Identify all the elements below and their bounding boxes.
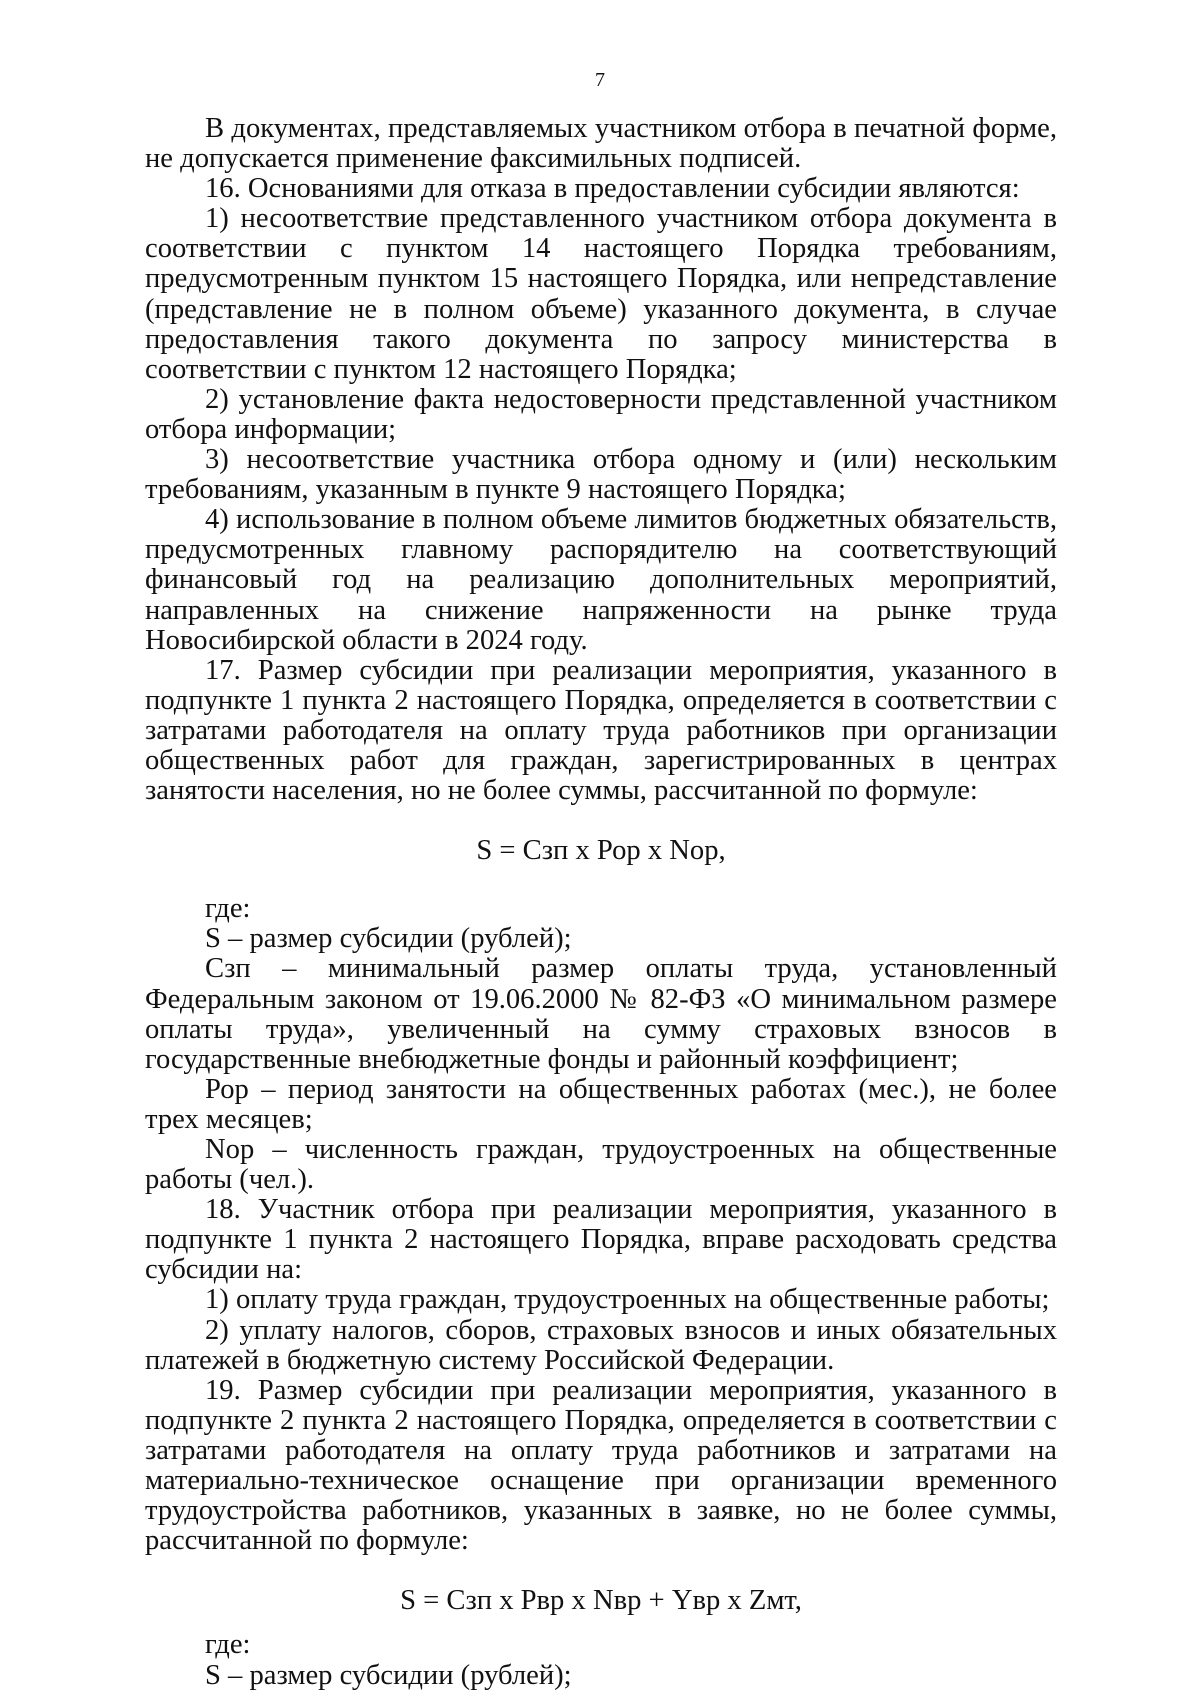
paragraph-16-heading: 16. Основаниями для отказа в предоставлении субсидии являются: bbox=[205, 173, 1020, 205]
paragraph-18-item-1: 1) оплату труда граждан, трудоустроенных на общественные работы; bbox=[205, 1284, 1050, 1316]
paragraph-where-1: где: bbox=[205, 893, 251, 925]
definition-por: Рор – период занятости на общественных работах (мес.), не более трех месяцев; bbox=[145, 1073, 1057, 1135]
document-body bbox=[145, 114, 1057, 1691]
page-number: 7 bbox=[595, 69, 605, 91]
paragraph-18: 18. Участник отбора при реализации мероприятия, указанного в подпункте 1 пункта 2 настоящего Порядка, вправе расходовать средства субсидии на: bbox=[145, 1194, 1057, 1286]
formula-2: S = Сзп х Рвр х Nвр + Yвр х Zмт, bbox=[400, 1585, 802, 1617]
paragraph-16-item-1: 1) несоответствие представленного участником отбора документа в соответствии с пунктом 14 настоящего Порядка требованиям, предусмотренным пунктом 15 настоящего Порядка, или непредставление (представление не в полном объеме) указанного документа, в случае предоставления такого документа по запросу министерства в соответствии с пунктом 12 настоящего Порядка; bbox=[145, 203, 1057, 385]
spacer bbox=[145, 866, 1057, 894]
paragraph-19: 19. Размер субсидии при реализации мероприятия, указанного в подпункте 2 пункта 2 настоящего Порядка, определяется в соответствии с затратами работодателя на оплату труда работников и затратами на материально-техническое оснащение при организации временного трудоустройства работников, указанных в заявке, но не более суммы, рассчитанной по формуле: bbox=[145, 1374, 1057, 1557]
formula-1: S = Сзп х Рор х Nор, bbox=[476, 835, 726, 867]
paragraph-18-item-2: 2) уплату налогов, сборов, страховых взносов и иных обязательных платежей в бюджетную систему Российской Федерации. bbox=[145, 1314, 1057, 1376]
spacer bbox=[145, 1556, 1057, 1586]
spacer bbox=[145, 806, 1057, 836]
paragraph-facsimile-ban: В документах, представляемых участником отбора в печатной форме, не допускается применение факсимильных подписей. bbox=[145, 113, 1057, 175]
definition-nor: Nор – численность граждан, трудоустроенных на общественные работы (чел.). bbox=[145, 1134, 1057, 1196]
paragraph-16-item-4: 4) использование в полном объеме лимитов бюджетных обязательств, предусмотренных главному распорядителю на соответствующий финансовый год на реализацию дополнительных мероприятий, направленных на снижение напряженности на рынке труда Новосибирской области в 2024 году. bbox=[145, 504, 1057, 656]
paragraph-where-2: где: bbox=[205, 1629, 251, 1661]
spacer bbox=[145, 1616, 1057, 1630]
definition-szp: Сзп – минимальный размер оплаты труда, установленный Федеральным законом от 19.06.2000 № 82-ФЗ «О минимальном размере оплаты труда», увеличенный на сумму страховых взносов в государственные внебюджетные фонды и районный коэффициент; bbox=[145, 953, 1057, 1075]
paragraph-17: 17. Размер субсидии при реализации мероприятия, указанного в подпункте 1 пункта 2 настоящего Порядка, определяется в соответствии с затратами работодателя на оплату труда работников при организации общественных работ для граждан, зарегистрированных в центрах занятости населения, но не более суммы, рассчитанной по формуле: bbox=[145, 654, 1057, 807]
definition-s-2: S – размер субсидии (рублей); bbox=[205, 1659, 572, 1691]
paragraph-16-item-2: 2) установление факта недостоверности представленной участником отбора информации; bbox=[145, 383, 1057, 445]
definition-s-1: S – размер субсидии (рублей); bbox=[205, 923, 572, 955]
paragraph-16-item-3: 3) несоответствие участника отбора одному и (или) нескольким требованиям, указанным в пункте 9 настоящего Порядка; bbox=[145, 444, 1057, 506]
